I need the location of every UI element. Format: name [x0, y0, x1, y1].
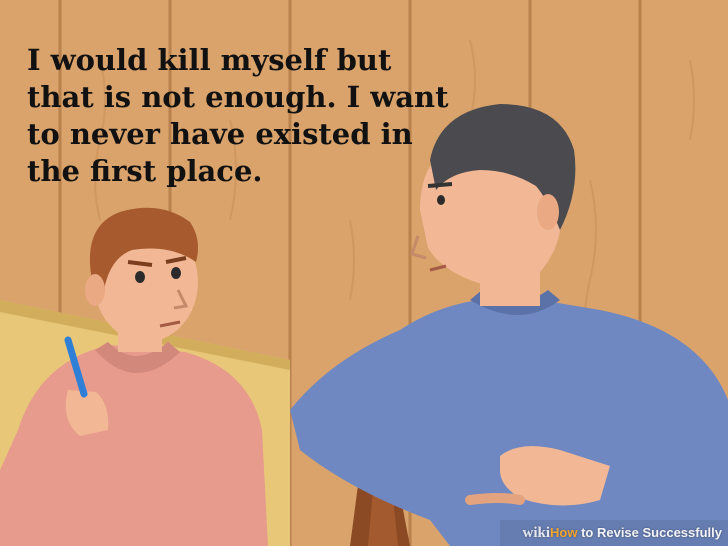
wikihow-watermark [523, 525, 723, 542]
caption-line-1: I would kill myself but [27, 43, 392, 77]
watermark-brand: wiki [522, 525, 551, 541]
caption-text [27, 42, 467, 190]
watermark-how: How [550, 525, 578, 540]
watermark-title: to Revise Successfully [581, 525, 722, 540]
caption-line-3: to never have existed in [27, 117, 413, 151]
ear [537, 194, 559, 230]
caption-line-2: that is not enough. I want [27, 80, 449, 114]
ear [85, 274, 105, 306]
caption-line-4: the first place. [27, 154, 263, 188]
